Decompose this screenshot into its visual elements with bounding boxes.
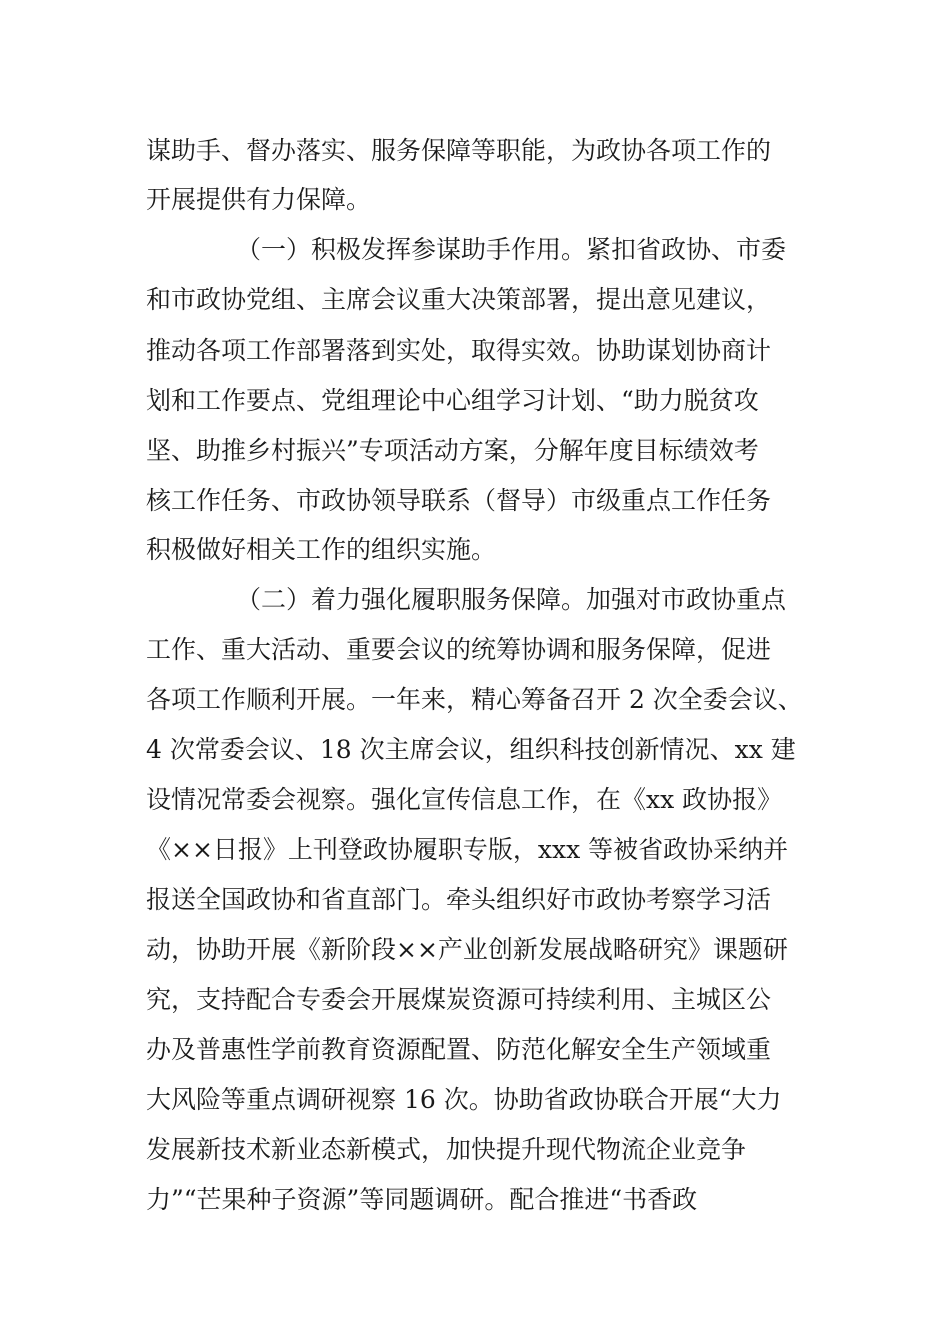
text-line: 办及普惠性学前教育资源配置、防范化解安全生产领域重 xyxy=(146,1035,772,1064)
text-line: 发展新技术新业态新模式，加快提升现代物流企业竞争 xyxy=(146,1135,747,1164)
section-heading-line: （二）着力强化履职服务保障。加强对市政协重点 xyxy=(236,585,787,614)
text-line: 4 次常委会议、18 次主席会议，组织科技创新情况、xx 建 xyxy=(146,735,796,764)
text-line: 谋助手、督办落实、服务保障等职能，为政协各项工作的 xyxy=(146,136,772,165)
text-line: 力”“芒果种子资源”等同题调研。配合推进“书香政 xyxy=(146,1185,698,1214)
text-line: 划和工作要点、党组理论中心组学习计划、“助力脱贫攻 xyxy=(146,386,759,415)
text-line: 动，协助开展《新阶段××产业创新发展战略研究》课题研 xyxy=(146,935,788,964)
text-line: 各项工作顺利开展。一年来，精心筹备召开 2 次全委会议、 xyxy=(146,685,803,714)
text-line: 推动各项工作部署落到实处，取得实效。协助谋划协商计 xyxy=(146,336,772,365)
text-line: 核工作任务、市政协领导联系（督导）市级重点工作任务 xyxy=(146,486,772,515)
text-line: 坚、助推乡村振兴”专项活动方案，分解年度目标绩效考 xyxy=(146,436,759,465)
text-line: 大风险等重点调研视察 16 次。协助省政协联合开展“大力 xyxy=(146,1085,782,1114)
text-line: 工作、重大活动、重要会议的统筹协调和服务保障，促进 xyxy=(146,635,772,664)
text-line: 和市政协党组、主席会议重大决策部署，提出意见建议， xyxy=(146,285,772,314)
text-line: 《××日报》上刊登政协履职专版，xxx 等被省政协采纳并 xyxy=(146,835,789,864)
text-line: 积极做好相关工作的组织实施。 xyxy=(146,535,497,564)
text-line: 究，支持配合专委会开展煤炭资源可持续利用、主城区公 xyxy=(146,985,772,1014)
text-line: 设情况常委会视察。强化宣传信息工作，在《xx 政协报》 xyxy=(146,785,783,814)
section-heading-line: （一）积极发挥参谋助手作用。紧扣省政协、市委 xyxy=(236,235,787,264)
text-line: 开展提供有力保障。 xyxy=(146,185,372,214)
text-line: 报送全国政协和省直部门。牵头组织好市政协考察学习活 xyxy=(146,885,772,914)
